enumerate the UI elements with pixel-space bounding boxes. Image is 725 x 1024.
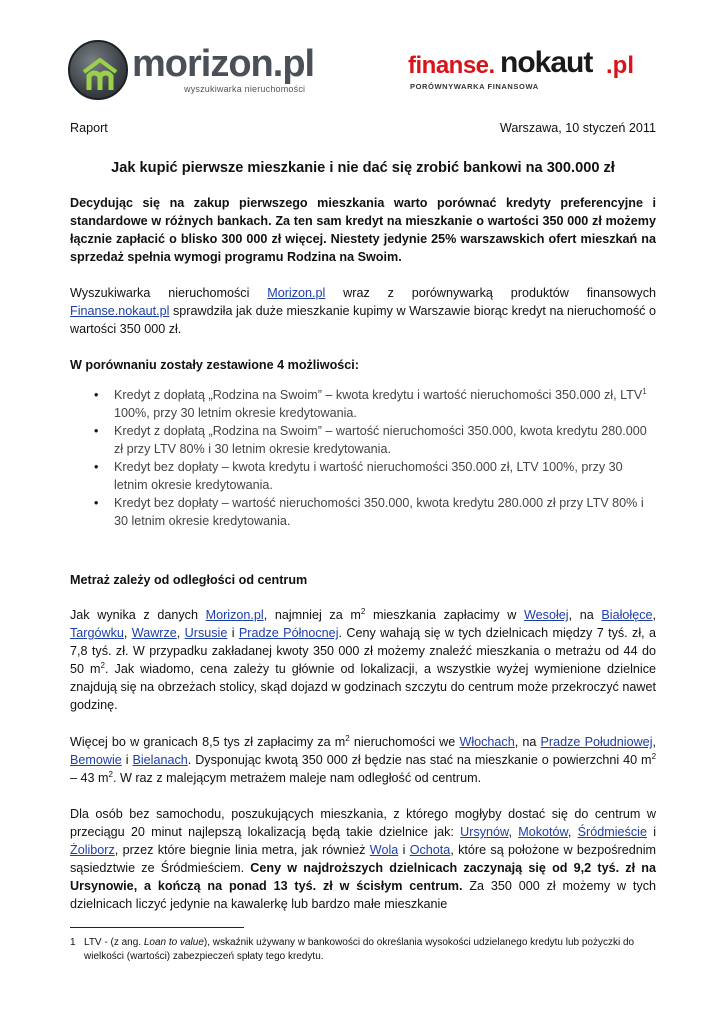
list-item: • Kredyt bez dopłaty – kwota kredytu i wartość nieruchomości 350.000 zł, LTV 100%, przy 30 letnim okresie kredytowania. [94, 458, 656, 494]
intro-text-3: sprawdziła jak duże mieszkanie kupimy w Warszawie biorąc kredyt na nieruchomość o wartości 350 000 zł. [70, 304, 656, 336]
district-link-wlochy[interactable]: Włochach [459, 735, 515, 749]
list-item: • Kredyt z dopłatą „Rodzina na Swoim” – wartość nieruchomości 350.000, kwota kredytu 280.000 zł przy LTV 80% i 30 letnim okresie kredytowania. [94, 422, 656, 458]
footnote-text: LTV - (z ang. Loan to value), wskaźnik używany w bankowości do określania wysokości udzielanego kredytu lub pożyczki do wielkości (wartości) zabezpieczeń spłaty tego kredytu. [84, 937, 635, 962]
finanse-nokaut-logo-part1: finanse. [408, 52, 495, 79]
paragraph-districts-central: Dla osób bez samochodu, poszukujących mieszkania, z którego mogłyby dostać się do centrum w przeciągu 20 minut najlepszą lokalizacją będą takie dzielnice jak: Ursynów, Mokotów, Śródmieście i Żoliborz, przez które biegnie linia metra, jak również Wola i Ochota, które są położone w bezpośrednim sąsiedztwie ze Śródmieściem. Ceny w najdroższych dzielnicach zaczynają się od 9,2 tyś. zł na Ursynowie, a kończą na ponad 13 tyś. zł w ścisłym centrum. Za 350 000 zł możemy w tych dzielnicach liczyć jedynie na kawalerkę lub bardzo małe mieszkanie [70, 807, 656, 911]
district-link-srodmiescie[interactable]: Śródmieście [577, 825, 647, 839]
paragraph-districts-mid: Więcej bo w granicach 8,5 tys zł zapłacimy za $m^2$ nieruchomości we Włochach, na Pradze Południowej, Bemowie i Bielanach. Dysponując kwotą 350 000 zł będzie nas stać na mieszkanie o powierzchni 40 $m^2 - 43$ $m^2$. W raz z malejącym metrażem maleje nam odległość od centrum. [70, 733, 657, 785]
intro-text-1: Wyszukiwarka nieruchomości [70, 286, 268, 300]
morizon-logo [68, 38, 315, 108]
footnote [70, 936, 656, 964]
morizon-link[interactable]: Morizon.pl [267, 286, 326, 300]
finanse-nokaut-logo-part3: .pl [606, 52, 634, 79]
morizon-logo-emblem [68, 40, 128, 100]
list-item: • Kredyt bez dopłaty – wartość nieruchomości 350.000, kwota kredytu 280.000 zł przy LTV 80% i 30 letnim okresie kredytowania. [94, 494, 656, 530]
finanse-nokaut-logo-tagline: PORÓWNYWARKA FINANSOWA [410, 82, 539, 91]
document-title: Jak kupić pierwsze mieszkanie i nie dać się zrobić bankowi na 300.000 zł [111, 160, 615, 176]
district-link-ursynow[interactable]: Ursynów [460, 825, 509, 839]
list-item: • Kredyt z dopłatą „Rodzina na Swoim” – kwota kredytu i wartość nieruchomości 350.000 zł, LTV$^1$ 100%, przy 30 letnim okresie kredytowania. [94, 386, 656, 422]
district-link-wesola[interactable]: Wesołej [524, 608, 569, 622]
footnote-ref[interactable]: 1 [642, 386, 647, 396]
district-link-bielany[interactable]: Bielanach [132, 753, 188, 767]
place-date: Warszawa, 10 styczeń 2011 [499, 121, 656, 135]
paragraph-districts-cheap: Jak wynika z danych Morizon.pl, najmniej za $m^2$ mieszkania zapłacimy w Wesołej, na Białołęce, Targówku, Wawrze, Ursusie i Pradze Północnej. Ceny wahają się w tych dzielnicach między 7 tyś. zł, a 7,8 tyś. zł. W przypadku zakładanej kwoty 350 000 zł możemy znaleźć mieszkania o metrażu od 44 do 50 $m^2$. Jak wiadomo, cena zależy tu głównie od lokalizacji, a wszystkie wyżej wymienione dzielnice znajdują się na obrzeżach stolicy, skąd dojazd w godzinach szczytu do centrum może przekroczyć nawet godzinę. [70, 606, 657, 712]
district-link-mokotow[interactable]: Mokotów [518, 825, 568, 839]
options-list [94, 386, 656, 530]
district-link-praga-polnoc[interactable]: Pradze Północnej [238, 626, 339, 640]
lead-paragraph: Decydując się na zakup pierwszego mieszkania warto porównać kredyty preferencyjne i standardowe w różnych bankach. Za ten sam kredyt na mieszkanie o wartości 350 000 zł możemy łącznie zapłacić o blisko 300 000 zł więcej. Niestety jedynie 25% warszawskich ofert mieszkań na sprzedaż spełnia wymogi programu Rodzina na Swoim. [70, 196, 656, 264]
comparison-heading: W porównaniu zostały zestawione 4 możliwości: [70, 358, 359, 372]
intro-text-2: wraz z porównywarką produktów finansowych [325, 286, 656, 300]
report-label: Raport [70, 121, 108, 135]
district-link-bialoleka[interactable]: Białołęce [601, 608, 653, 622]
section-heading: Metraż zależy od odległości od centrum [70, 573, 308, 587]
finanse-nokaut-logo-part2: nokaut [500, 46, 593, 79]
district-link-ochota[interactable]: Ochota [409, 843, 451, 857]
footnote-separator [70, 927, 244, 928]
morizon-link[interactable]: Morizon.pl [205, 608, 264, 622]
district-link-targowek[interactable]: Targówku [70, 626, 124, 640]
district-link-bemowo[interactable]: Bemowie [70, 753, 122, 767]
intro-paragraph [70, 284, 656, 338]
district-link-wawer[interactable]: Wawrze [131, 626, 177, 640]
finanse-nokaut-link[interactable]: Finanse.nokaut.pl [70, 304, 170, 318]
district-link-zoliborz[interactable]: Żoliborz [70, 843, 115, 857]
district-link-praga-poludnie[interactable]: Pradze Południowej [540, 735, 653, 749]
footnote-number: 1 [70, 937, 76, 948]
morizon-logo-wordmark: morizon.pl [132, 43, 315, 85]
finanse-nokaut-logo [408, 46, 648, 92]
morizon-logo-tagline: wyszukiwarka nieruchomości [184, 84, 306, 94]
house-icon [80, 56, 120, 92]
district-link-wola[interactable]: Wola [369, 843, 399, 857]
district-link-ursus[interactable]: Ursusie [184, 626, 228, 640]
